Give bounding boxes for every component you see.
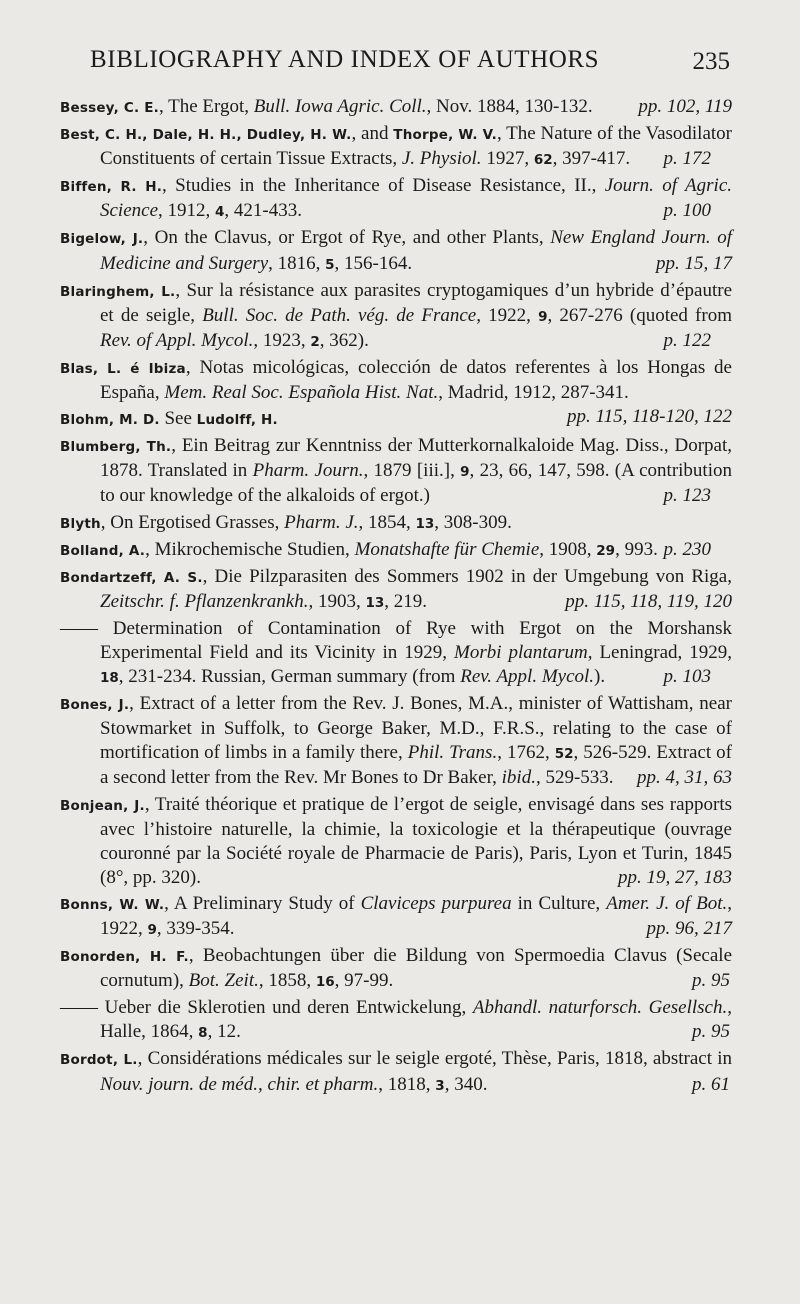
journal-title: Monatshafte für Chemie	[354, 538, 540, 560]
volume-number: 62	[533, 152, 553, 169]
page-header	[90, 46, 740, 82]
author-name: Bolland, A.	[60, 542, 146, 559]
ditto-dash: ——	[60, 617, 98, 639]
co-author-name: Thorpe, W. V.	[393, 127, 497, 144]
journal-title: J. Physiol.	[401, 148, 482, 170]
page-references: pp. 102, 119	[638, 96, 732, 117]
page-references: pp. 96, 217	[646, 918, 732, 939]
volume-number: 2	[310, 333, 320, 350]
author-name: Bordot, L.	[60, 1052, 138, 1069]
page-references: pp. 115, 118, 119, 120	[565, 590, 732, 612]
volume-number: 29	[596, 542, 616, 559]
page-references: pp. 19, 27, 183	[618, 866, 732, 888]
ditto-dash: ——	[60, 997, 98, 1019]
species-name: Claviceps purpurea	[360, 892, 512, 914]
entry-bondartzeff-2: —— Determination of Contamination of Rye with Ergot on the Morshansk Experimental Field and its Vicinity in 1929, Morbi plantarum, Leningrad, 1929, 18, 231-234. Russian, German summary (from Rev. Appl. Mycol.). p. 103	[60, 617, 732, 690]
journal-title: Phil. Trans.	[407, 742, 498, 764]
author-name: Bigelow, J.	[60, 231, 144, 248]
journal-title: ibid.	[501, 767, 536, 789]
entry-bolland: Bolland, A., Mikrochemische Studien, Monatshafte für Chemie, 1908, 29, 993. p. 230	[60, 538, 732, 563]
entry-blyth: Blyth, On Ergotised Grasses, Pharm. J., 1854, 13, 308-309.	[60, 511, 512, 533]
entry-bonorden-2: —— Ueber die Sklerotien und deren Entwickelung, Abhandl. naturforsch. Gesellsch., Halle, 1864, 8, 12. p. 95	[60, 997, 732, 1043]
page-references: pp. 4, 31, 63	[637, 767, 732, 789]
volume-number: 13	[415, 515, 435, 532]
entry-blas: Blas, L. é Ibiza, Notas micológicas, colección de datos referentes à los Hongas de España, Mem. Real Soc. Española Hist. Nat., Madrid, 1912, 287-341. pp. 115, 118-120, 122	[60, 356, 732, 405]
author-name: Best, C. H., Dale, H. H., Dudley, H. W.	[60, 127, 352, 144]
volume-number: 9	[147, 922, 157, 938]
journal-title: Amer. J. of Bot.	[606, 892, 728, 914]
volume-number: 5	[325, 256, 335, 273]
journal-title: Bull. Soc. de Path. vég. de France	[202, 304, 477, 326]
journal-title: Abhandl. naturforsch. Gesellsch.	[472, 997, 728, 1019]
journal-title: Rev. of Appl. Mycol.	[100, 329, 254, 351]
volume-number: 9	[538, 308, 548, 325]
journal-title: Bot. Zeit.	[188, 970, 259, 992]
cross-reference-name: Ludolff, H.	[196, 412, 278, 429]
entry-bonjean: Bonjean, J., Traité théorique et pratique de l’ergot de seigle, envisagé dans ses rapports avec l’histoire naturelle, la chimie, la toxicologie et la thérapeutique (ouvrage couronné par la Société royale de Pharmacie de Paris), Paris, Lyon et Turin, 1845 (8°, pp. 320). pp. 19, 27, 183	[60, 793, 732, 890]
entry-bonorden: Bonorden, H. F., Beobachtungen über die Bildung von Spermoedia Clavus (Secale cornutum), Bot. Zeit., 1858, 16, 97-99. p. 95	[60, 945, 732, 992]
author-name: Blas, L. é Ibiza	[60, 360, 186, 377]
author-name: Blyth	[60, 515, 101, 532]
entry-bonns: Bonns, W. W., A Preliminary Study of Claviceps purpurea in Culture, Amer. J. of Bot., 1922, 9, 339-354. pp. 96, 217	[60, 892, 732, 942]
entry-bones: Bones, J., Extract of a letter from the Rev. J. Bones, M.A., minister of Wattisham, near Stowmarket in Suffolk, to George Baker, M.D., F.R.S., relating to the case of mortification of limbs in a family there, Phil. Trans., 1762, 52, 526-529. Extract of a second letter from the Rev. Mr Bones to Dr Baker, ibid., 529-533. pp. 4, 31, 63	[60, 692, 732, 790]
author-name: Biffen, R. H.	[60, 179, 163, 196]
volume-number: 52	[554, 746, 574, 763]
page-references: pp. 115, 118-120, 122	[566, 406, 732, 428]
page-references: p. 123	[663, 485, 711, 507]
journal-title: Journ. of Agric. Science	[100, 175, 732, 222]
page-references: p. 172	[663, 148, 711, 170]
journal-title: Zeitschr. f. Pflanzenkrankh.	[100, 590, 309, 612]
journal-title: New England Journ. of Medicine and Surgery	[100, 227, 732, 274]
entry-bordot: Bordot, L., Considérations médicales sur le seigle ergoté, Thèse, Paris, 1818, abstract in Nouv. journ. de méd., chir. et pharm., 1818, 3, 340. p. 61	[60, 1048, 732, 1095]
volume-number: 16	[315, 974, 335, 991]
page-references: p. 122	[663, 329, 711, 351]
author-name: Bondartzeff, A. S.	[60, 569, 203, 586]
page-references: p. 230	[663, 538, 711, 560]
journal-title: Nouv. journ. de méd., chir. et pharm.	[100, 1073, 379, 1095]
bibliography-list	[60, 95, 732, 1100]
journal-title: Rev. Appl. Mycol.	[460, 666, 595, 688]
entry-blumberg: Blumberg, Th., Ein Beitrag zur Kenntniss der Mutterkornalkaloide Mag. Diss., Dorpat, 1878. Translated in Pharm. Journ., 1879 [iii.], 9, 23, 66, 147, 598. (A contribution to our knowledge of the alkaloids of ergot.) p. 123	[60, 434, 732, 508]
page-references: pp. 15, 17	[656, 252, 732, 274]
entry-blohm: Blohm, M. D. See Ludolff, H.	[60, 408, 278, 430]
journal-title: Pharm. Journ.	[252, 460, 364, 482]
volume-number: 18	[100, 670, 119, 687]
entry-biffen: Biffen, R. H., Studies in the Inheritance of Disease Resistance, II., Journ. of Agric. Science, 1912, 4, 421-433. p. 100	[60, 174, 732, 224]
journal-title: Mem. Real Soc. Española Hist. Nat.	[164, 382, 439, 404]
entry-blaringhem: Blaringhem, L., Sur la résistance aux parasites cryptogamiques d’un hybride d’épautre et de seigle, Bull. Soc. de Path. vég. de France, 1922, 9, 267-276 (quoted from Rev. of Appl. Mycol., 1923, 2, 362). p. 122	[60, 279, 732, 354]
author-name: Blumberg, Th.	[60, 439, 172, 456]
author-name: Blohm, M. D.	[60, 412, 160, 429]
author-name: Blaringhem, L.	[60, 283, 176, 300]
journal-title: Pharm. J.	[284, 511, 359, 533]
volume-number: 4	[215, 204, 225, 221]
entry-bigelow: Bigelow, J., On the Clavus, or Ergot of Rye, and other Plants, New England Journ. of Medicine and Surgery, 1816, 5, 156-164. pp. 15, 17	[60, 226, 732, 276]
author-name: Bessey, C. E.	[60, 100, 159, 116]
page-references: p. 103	[663, 666, 711, 688]
entry-bondartzeff: Bondartzeff, A. S., Die Pilzparasiten des Sommers 1902 in der Umgebung von Riga, Zeitschr. f. Pflanzenkrankh., 1903, 13, 219. pp. 115, 118, 119, 120	[60, 565, 732, 615]
running-title: BIBLIOGRAPHY AND INDEX OF AUTHORS	[90, 46, 600, 73]
volume-number: 3	[435, 1077, 445, 1094]
volume-number: 9	[460, 464, 470, 481]
journal-title: Bull. Iowa Agric. Coll.	[253, 96, 427, 117]
author-name: Bonjean, J.	[60, 797, 145, 814]
volume-number: 8	[198, 1025, 208, 1042]
entry-best: Best, C. H., Dale, H. H., Dudley, H. W., and Thorpe, W. V., The Nature of the Vasodilator Constituents of certain Tissue Extracts, J. Physiol. 1927, 62, 397-417. p. 172	[60, 122, 732, 172]
author-name: Bonorden, H. F.	[60, 949, 189, 966]
author-name: Bones, J.	[60, 697, 130, 714]
entry-bessey: Bessey, C. E., The Ergot, Bull. Iowa Agric. Coll., Nov. 1884, 130-132. pp. 102, 119	[60, 95, 732, 120]
author-name: Bonns, W. W.	[60, 896, 165, 913]
volume-number: 13	[365, 594, 385, 611]
page-references: p. 100	[663, 200, 711, 222]
journal-title: Morbi plantarum	[454, 641, 588, 663]
page-number: 235	[692, 48, 730, 75]
